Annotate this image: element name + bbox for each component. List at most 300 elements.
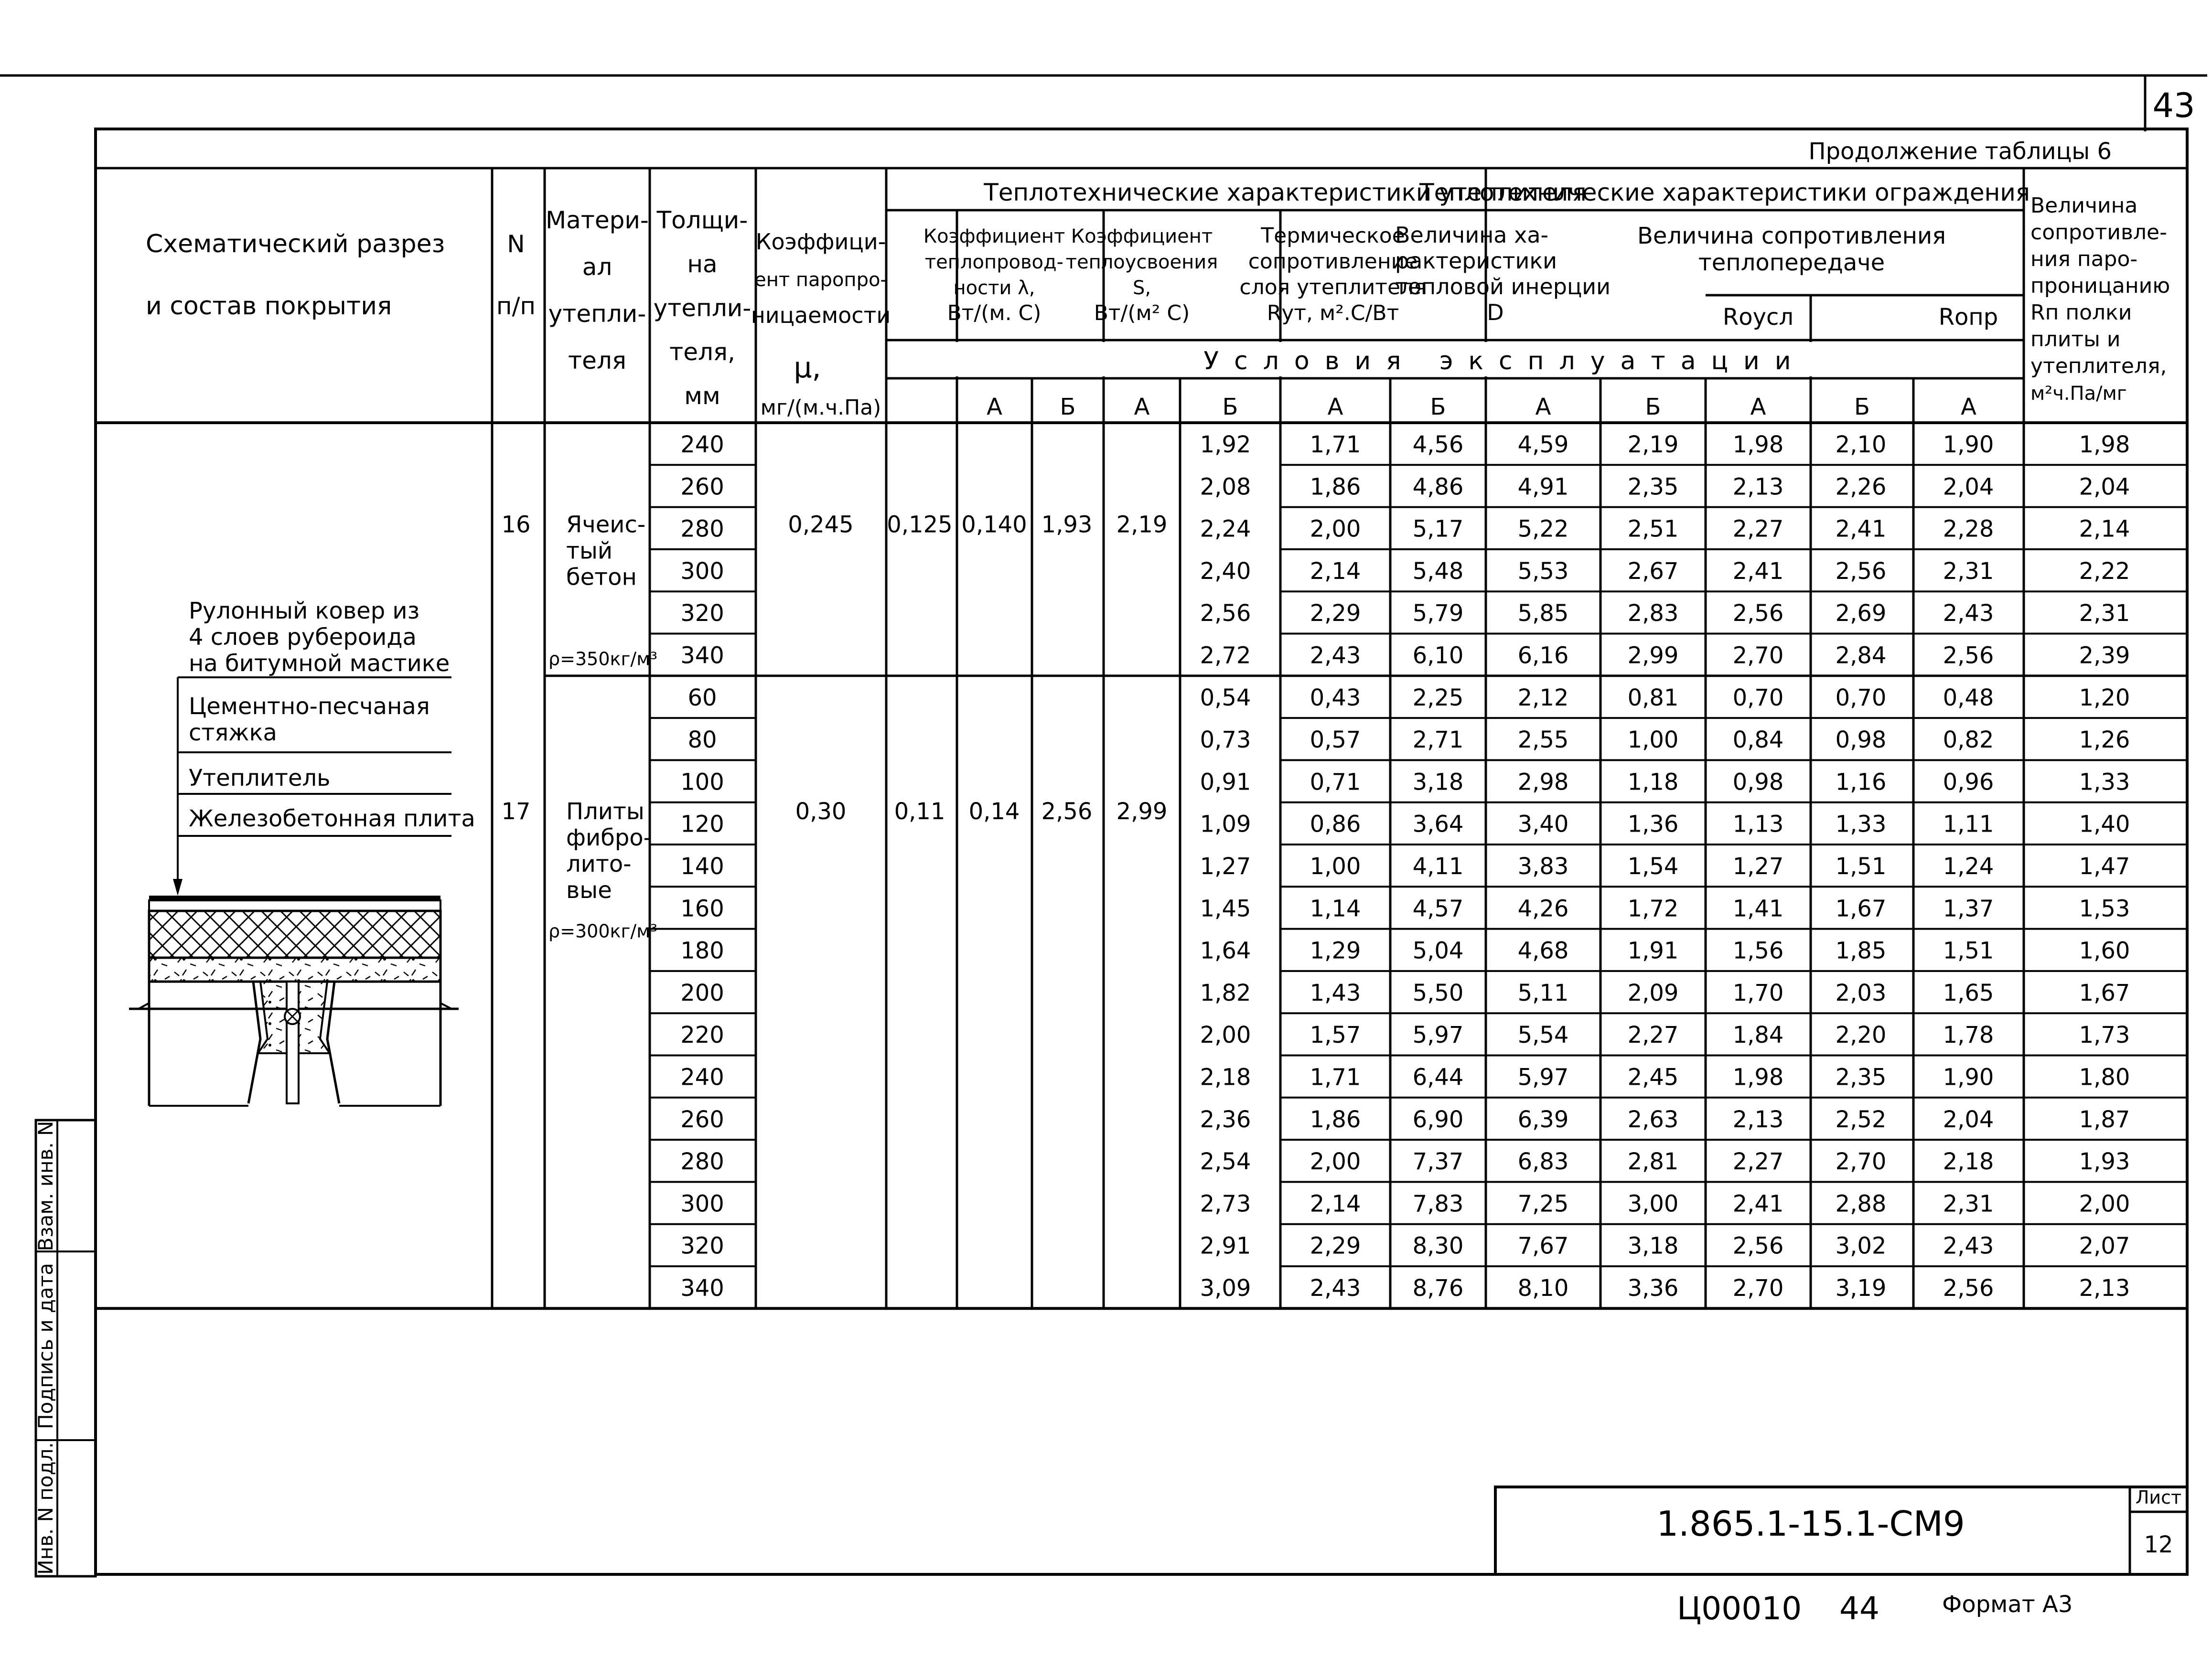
group-material: бетон (566, 564, 637, 591)
row-value: 1,92 (1200, 431, 1251, 458)
insulation-label: Утеплитель (189, 765, 331, 791)
row-value: 1,33 (2079, 769, 2130, 796)
roof-cover-line-2: 4 слоев рубероида (189, 624, 417, 651)
row-value: 2,14 (1310, 557, 1361, 585)
row-thickness: 80 (687, 727, 717, 754)
row-value: 1,00 (1627, 727, 1679, 754)
row-thickness: 300 (680, 557, 724, 585)
row-value: 2,56 (1732, 600, 1784, 627)
permeability-header-2: ницаемости (751, 302, 891, 328)
row-thickness: 160 (680, 895, 724, 922)
row-value: 2,26 (1835, 473, 1887, 501)
permeability-header-1: ент паропро- (754, 269, 887, 291)
vapor-header-7: м²ч.Па/мг (2030, 383, 2127, 405)
absorption-header-3: Вт/(м² С) (1094, 301, 1190, 325)
row-value: 2,19 (1627, 431, 1679, 458)
label-a: А (1961, 394, 1976, 420)
material-header-2: утепли- (548, 300, 646, 328)
row-value: 1,60 (2079, 937, 2130, 964)
row-value: 1,85 (1835, 937, 1887, 964)
row-value: 2,52 (1835, 1106, 1887, 1133)
absorption-header-2: S, (1132, 277, 1151, 299)
row-value: 2,43 (1943, 1232, 1994, 1260)
row-value: 1,45 (1200, 895, 1251, 922)
insulation-group-header: Теплотехнические характеристики утеплителя (984, 179, 1587, 206)
row-value: 5,97 (1517, 1064, 1569, 1091)
row-value: 2,04 (1943, 473, 1994, 501)
row-value: 2,98 (1517, 769, 1569, 796)
row-thickness: 220 (680, 1022, 724, 1049)
section-drawing (129, 598, 475, 1106)
absorption-header-1: теплоусвоения (1065, 251, 1218, 273)
vapor-header-6: утеплителя, (2030, 354, 2167, 378)
row-value: 1,11 (1943, 811, 1994, 838)
row-value: 7,67 (1517, 1232, 1569, 1260)
row-value: 0,73 (1200, 727, 1251, 754)
row-value: 2,27 (1732, 1148, 1784, 1176)
row-value: 2,83 (1627, 600, 1679, 627)
row-value: 1,14 (1310, 895, 1361, 922)
row-value: 2,55 (1517, 727, 1569, 754)
inertia-header-2: тепловой инерции (1395, 274, 1611, 299)
row-value: 2,27 (1732, 515, 1784, 543)
row-value: 2,12 (1517, 684, 1569, 711)
row-value: 2,56 (1732, 1232, 1784, 1260)
inertia-header-1: рактеристики (1395, 248, 1557, 274)
section-title-line-2: и состав покрытия (146, 292, 392, 321)
row-value: 1,84 (1732, 1022, 1784, 1049)
group-number: 17 (501, 798, 531, 825)
row-value: 2,00 (1310, 515, 1361, 543)
row-value: 2,24 (1200, 515, 1251, 543)
page-number-box (0, 75, 2207, 131)
row-value: 1,54 (1627, 853, 1679, 880)
vapor-header-2: ния паро- (2030, 247, 2138, 271)
thickness-header-3: теля, (669, 338, 735, 366)
row-value: 0,98 (1732, 769, 1784, 796)
transfer-resistance-header-0: Величина сопротивления (1637, 223, 1946, 249)
stamp-signature-date: Подпись и дата (34, 1263, 57, 1429)
row-value: 6,90 (1412, 1106, 1464, 1133)
group-density: ρ=300кг/м³ (548, 920, 658, 942)
row-value: 1,70 (1732, 979, 1784, 1006)
row-value: 6,44 (1412, 1064, 1464, 1091)
row-value: 2,35 (1835, 1064, 1887, 1091)
row-thickness: 340 (680, 642, 724, 669)
row-value: 4,26 (1517, 895, 1569, 922)
row-value: 1,37 (1943, 895, 1994, 922)
row-value: 3,00 (1627, 1190, 1679, 1218)
row-value: 2,00 (1200, 1022, 1251, 1049)
row-value: 1,90 (1943, 1064, 1994, 1091)
group-s-a: 1,93 (1041, 511, 1093, 538)
row-value: 4,11 (1412, 853, 1464, 880)
row-value: 2,43 (1310, 642, 1361, 669)
row-value: 1,98 (1732, 431, 1784, 458)
vapor-header-5: плиты и (2030, 327, 2121, 352)
row-value: 1,13 (1732, 811, 1784, 838)
footer (1677, 1590, 2072, 1627)
row-value: 1,57 (1310, 1022, 1361, 1049)
row-value: 1,73 (2079, 1022, 2130, 1049)
group-material: Плиты (566, 798, 644, 825)
transfer-resistance-header-1: теплопередаче (1698, 249, 1885, 276)
thickness-header-0: Толщи- (656, 206, 748, 234)
page-number: 43 (2152, 86, 2195, 125)
row-value: 2,88 (1835, 1190, 1887, 1218)
row-value: 2,56 (1943, 1275, 1994, 1302)
row-value: 2,27 (1627, 1022, 1679, 1049)
row-value: 8,10 (1517, 1275, 1569, 1302)
row-thickness: 180 (680, 937, 724, 964)
permeability-unit: мг/(м.ч.Па) (760, 396, 881, 420)
row-value: 2,10 (1835, 431, 1887, 458)
row-value: 2,22 (2079, 557, 2130, 585)
row-value: 2,04 (1943, 1106, 1994, 1133)
row-value: 2,54 (1200, 1148, 1251, 1176)
row-value: 4,59 (1517, 431, 1569, 458)
permeability-header-0: Коэффици- (755, 229, 886, 255)
roof-cover-line-1: Рулонный ковер из (189, 598, 420, 624)
row-value: 2,43 (1943, 600, 1994, 627)
row-value: 4,68 (1517, 937, 1569, 964)
row-value: 2,31 (1943, 1190, 1994, 1218)
row-value: 5,04 (1412, 937, 1464, 964)
row-value: 2,72 (1200, 642, 1251, 669)
row-value: 5,54 (1517, 1022, 1569, 1049)
row-thickness: 100 (680, 769, 724, 796)
row-value: 0,48 (1943, 684, 1994, 711)
row-value: 2,73 (1200, 1190, 1251, 1218)
row-value: 6,16 (1517, 642, 1569, 669)
row-value: 1,09 (1200, 811, 1251, 838)
row-value: 2,35 (1627, 473, 1679, 501)
row-thickness: 140 (680, 853, 724, 880)
row-value: 2,08 (1200, 473, 1251, 501)
row-value: 1,43 (1310, 979, 1361, 1006)
group-number: 16 (501, 511, 531, 538)
absorption-header-0: Коэффициент (1071, 225, 1213, 247)
group-s-b: 2,19 (1116, 511, 1168, 538)
label-a: А (987, 394, 1002, 420)
sheet-label: Лист (2135, 1487, 2182, 1508)
label-b: Б (1645, 394, 1661, 420)
conductivity-header-3: Вт/(м. С) (947, 301, 1042, 325)
row-value: 2,45 (1627, 1064, 1679, 1091)
row-value: 1,82 (1200, 979, 1251, 1006)
row-value: 2,70 (1835, 1148, 1887, 1176)
material-header-0: Матери- (546, 206, 649, 234)
row-value: 0,70 (1732, 684, 1784, 711)
group-material: лито- (566, 851, 632, 878)
format-label: Формат А3 (1942, 1591, 2073, 1618)
row-thickness: 240 (680, 1064, 724, 1091)
label-b: Б (1222, 394, 1238, 420)
row-value: 5,48 (1412, 557, 1464, 585)
label-b: Б (1430, 394, 1446, 420)
row-value: 3,02 (1835, 1232, 1887, 1260)
material-header-3: теля (568, 347, 626, 374)
slab-label: Железобетонная плита (189, 805, 475, 832)
row-value: 2,40 (1200, 557, 1251, 585)
row-value: 5,17 (1412, 515, 1464, 543)
thermal-resistance-header-0: Термическое (1261, 224, 1405, 248)
footer-number: 44 (1839, 1590, 1879, 1627)
row-value: 1,16 (1835, 769, 1887, 796)
row-value: 8,30 (1412, 1232, 1464, 1260)
row-value: 2,56 (1200, 600, 1251, 627)
row-value: 2,20 (1835, 1022, 1887, 1049)
row-value: 1,67 (2079, 979, 2130, 1006)
row-value: 3,83 (1517, 853, 1569, 880)
row-value: 1,91 (1627, 937, 1679, 964)
footer-code: Ц00010 (1677, 1590, 1802, 1627)
row-value: 0,91 (1200, 769, 1251, 796)
group-lambda-a: 0,125 (887, 511, 953, 538)
row-value: 0,82 (1943, 727, 1994, 754)
row-value: 0,54 (1200, 684, 1251, 711)
group-s-b: 2,99 (1116, 798, 1168, 825)
row-thickness: 260 (680, 1106, 724, 1133)
row-value: 1,71 (1310, 431, 1361, 458)
thermal-resistance-header-2: слоя утеплителя (1239, 275, 1427, 299)
row-value: 6,39 (1517, 1106, 1569, 1133)
n-header-pp: п/п (496, 292, 536, 320)
row-value: 1,20 (2079, 684, 2130, 711)
table-body (501, 431, 2130, 1302)
row-thickness: 280 (680, 515, 724, 543)
row-thickness: 280 (680, 1148, 724, 1176)
row-value: 1,71 (1310, 1064, 1361, 1091)
row-value: 7,25 (1517, 1190, 1569, 1218)
row-value: 5,85 (1517, 600, 1569, 627)
row-value: 2,81 (1627, 1148, 1679, 1176)
conductivity-header-0: Коэффициент (923, 225, 1065, 247)
row-thickness: 60 (687, 684, 717, 711)
side-stamp (34, 1120, 96, 1576)
row-value: 2,31 (1943, 557, 1994, 585)
row-value: 5,53 (1517, 557, 1569, 585)
row-thickness: 320 (680, 1232, 724, 1260)
conductivity-header-1: теплопровод- (924, 251, 1064, 273)
row-value: 2,04 (2079, 473, 2130, 501)
label-a: А (1327, 394, 1343, 420)
row-value: 1,18 (1627, 769, 1679, 796)
group-material: тый (566, 537, 613, 565)
row-value: 2,91 (1200, 1232, 1251, 1260)
row-value: 6,10 (1412, 642, 1464, 669)
row-value: 2,29 (1310, 600, 1361, 627)
row-value: 1,26 (2079, 727, 2130, 754)
row-value: 3,64 (1412, 811, 1464, 838)
row-value: 0,98 (1835, 727, 1887, 754)
row-value: 1,98 (2079, 431, 2130, 458)
sheet-number: 12 (2144, 1531, 2173, 1558)
row-value: 5,50 (1412, 979, 1464, 1006)
row-value: 0,96 (1943, 769, 1994, 796)
row-value: 1,64 (1200, 937, 1251, 964)
group-mu: 0,30 (795, 798, 847, 825)
screed-line-1: Цементно-песчаная (189, 693, 430, 720)
vapor-header-4: Rп полки (2030, 300, 2132, 325)
row-value: 2,67 (1627, 557, 1679, 585)
row-value: 6,83 (1517, 1148, 1569, 1176)
group-lambda-b: 0,140 (961, 511, 1027, 538)
inertia-header-0: Величина ха- (1395, 222, 1549, 248)
r-reduced-label: Rопр (1938, 304, 1998, 331)
group-density: ρ=350кг/м³ (548, 648, 658, 670)
label-b: Б (1854, 394, 1870, 420)
thermal-resistance-header-1: сопротивление (1248, 249, 1418, 274)
row-value: 7,37 (1412, 1148, 1464, 1176)
row-value: 1,53 (2079, 895, 2130, 922)
table-header (146, 179, 2170, 420)
row-value: 2,29 (1310, 1232, 1361, 1260)
row-value: 2,07 (2079, 1232, 2130, 1260)
row-value: 4,56 (1412, 431, 1464, 458)
group-s-a: 2,56 (1041, 798, 1093, 825)
label-a: А (1134, 394, 1150, 420)
row-value: 2,25 (1412, 684, 1464, 711)
row-value: 3,40 (1517, 811, 1569, 838)
label-b: Б (1060, 394, 1076, 420)
row-value: 2,09 (1627, 979, 1679, 1006)
row-value: 1,27 (1732, 853, 1784, 880)
thickness-header-4: мм (684, 382, 720, 410)
row-value: 1,51 (1835, 853, 1887, 880)
row-value: 2,43 (1310, 1275, 1361, 1302)
row-value: 2,18 (1200, 1064, 1251, 1091)
vapor-header-0: Величина (2030, 193, 2138, 218)
group-lambda-a: 0,11 (894, 798, 945, 825)
row-thickness: 320 (680, 600, 724, 627)
stamp-vzam-inv: Взам. инв. N (34, 1121, 57, 1251)
row-value: 5,97 (1412, 1022, 1464, 1049)
row-value: 1,24 (1943, 853, 1994, 880)
row-value: 1,51 (1943, 937, 1994, 964)
label-a: А (1535, 394, 1551, 420)
group-material: вые (566, 877, 612, 904)
row-value: 5,11 (1517, 979, 1569, 1006)
row-value: 1,78 (1943, 1022, 1994, 1049)
screed-line-2: стяжка (189, 719, 277, 746)
row-value: 3,19 (1835, 1275, 1887, 1302)
row-value: 1,27 (1200, 853, 1251, 880)
row-value: 2,13 (2079, 1275, 2130, 1302)
row-value: 1,41 (1732, 895, 1784, 922)
row-value: 2,31 (2079, 600, 2130, 627)
row-value: 5,79 (1412, 600, 1464, 627)
row-value: 2,63 (1627, 1106, 1679, 1133)
row-value: 1,80 (2079, 1064, 2130, 1091)
section-title-line-1: Схематический разрез (146, 230, 445, 258)
row-value: 1,90 (1943, 431, 1994, 458)
row-value: 1,00 (1310, 853, 1361, 880)
row-value: 1,86 (1310, 473, 1361, 501)
row-value: 2,41 (1835, 515, 1887, 543)
row-value: 1,65 (1943, 979, 1994, 1006)
row-thickness: 300 (680, 1190, 724, 1218)
row-thickness: 200 (680, 979, 724, 1006)
row-value: 2,28 (1943, 515, 1994, 543)
conductivity-header-2: ности λ, (953, 277, 1035, 299)
row-value: 4,86 (1412, 473, 1464, 501)
row-thickness: 260 (680, 473, 724, 501)
row-value: 4,91 (1517, 473, 1569, 501)
row-value: 1,67 (1835, 895, 1887, 922)
row-value: 1,98 (1732, 1064, 1784, 1091)
material-header-1: ал (582, 253, 612, 281)
vapor-header-1: сопротивле- (2030, 220, 2167, 245)
row-value: 1,87 (2079, 1106, 2130, 1133)
group-mu: 0,245 (788, 511, 854, 538)
row-value: 2,18 (1943, 1148, 1994, 1176)
continuation-label: Продолжение таблицы 6 (1808, 138, 2112, 165)
row-value: 2,84 (1835, 642, 1887, 669)
row-value: 0,84 (1732, 727, 1784, 754)
row-value: 1,36 (1627, 811, 1679, 838)
row-value: 3,36 (1627, 1275, 1679, 1302)
row-value: 4,57 (1412, 895, 1464, 922)
roof-cover-line-3: на битумной мастике (189, 650, 450, 677)
row-value: 0,43 (1310, 684, 1361, 711)
row-value: 5,22 (1517, 515, 1569, 543)
row-value: 2,70 (1732, 642, 1784, 669)
row-value: 1,47 (2079, 853, 2130, 880)
row-value: 2,13 (1732, 473, 1784, 501)
row-value: 0,70 (1835, 684, 1887, 711)
row-value: 7,83 (1412, 1190, 1464, 1218)
row-value: 2,39 (2079, 642, 2130, 669)
title-block (1495, 1487, 2187, 1574)
row-value: 2,70 (1732, 1275, 1784, 1302)
row-value: 2,00 (2079, 1190, 2130, 1218)
n-header: N (507, 230, 525, 258)
stamp-inv-podl: Инв. N подл. (34, 1442, 57, 1575)
row-value: 2,56 (1835, 557, 1887, 585)
thickness-header-2: утепли- (653, 294, 752, 322)
vapor-header-3: проницанию (2030, 274, 2170, 298)
permeability-mu: μ, (794, 351, 821, 385)
row-value: 3,09 (1200, 1275, 1251, 1302)
row-value: 2,71 (1412, 727, 1464, 754)
row-value: 1,56 (1732, 937, 1784, 964)
row-value: 1,86 (1310, 1106, 1361, 1133)
row-value: 8,76 (1412, 1275, 1464, 1302)
row-value: 2,99 (1627, 642, 1679, 669)
inertia-header-3: D (1487, 299, 1504, 325)
group-material: Ячеис- (566, 511, 646, 538)
row-value: 0,86 (1310, 811, 1361, 838)
thickness-header-1: на (687, 250, 718, 278)
r-conventional-label: Rоусл (1722, 304, 1794, 331)
row-thickness: 340 (680, 1275, 724, 1302)
enclosure-group-header: Теплотехнические характеристики ограждения (1419, 179, 2030, 206)
row-value: 2,41 (1732, 557, 1784, 585)
conditions-header: Условия эксплуатации (1203, 347, 1806, 375)
row-value: 2,14 (1310, 1190, 1361, 1218)
row-value: 1,93 (2079, 1148, 2130, 1176)
row-thickness: 120 (680, 811, 724, 838)
row-value: 0,71 (1310, 769, 1361, 796)
row-value: 2,36 (1200, 1106, 1251, 1133)
row-value: 1,33 (1835, 811, 1887, 838)
row-value: 2,56 (1943, 642, 1994, 669)
label-a: А (1750, 394, 1766, 420)
thermal-resistance-header-3: Rут, м².С/Вт (1267, 301, 1399, 325)
group-material: фибро- (566, 824, 652, 852)
row-value: 2,41 (1732, 1190, 1784, 1218)
